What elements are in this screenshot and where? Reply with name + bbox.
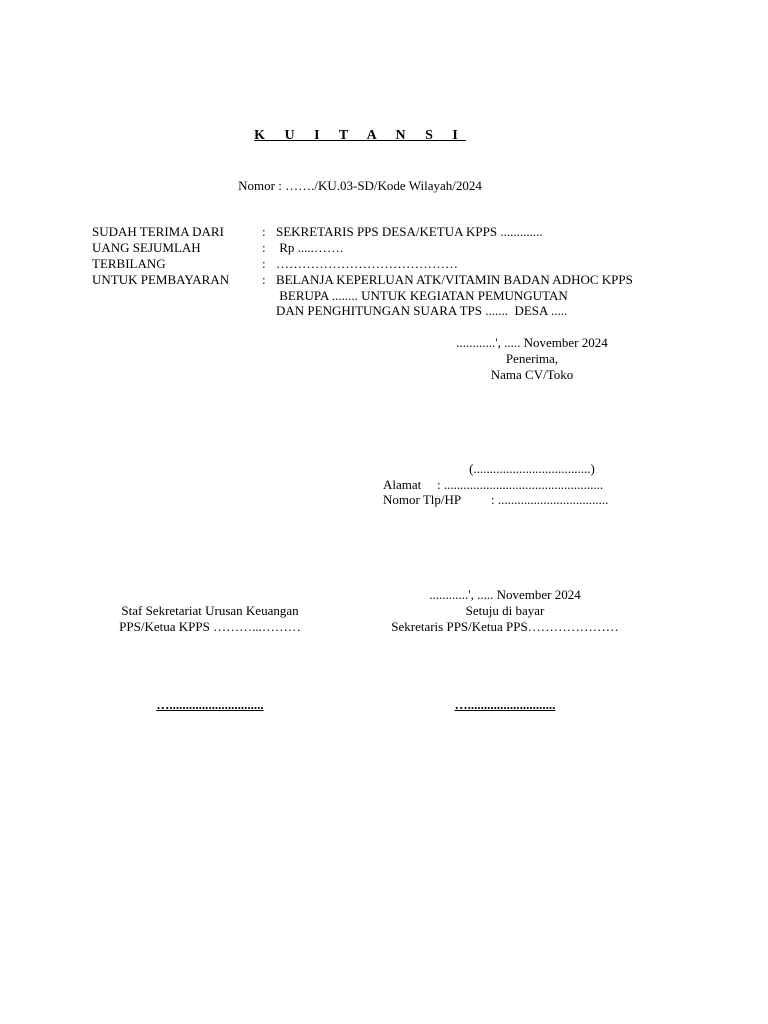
approver-date: ............', ..... November 2024 [429, 587, 581, 602]
field-colon: : [262, 240, 266, 255]
staff-title: Staf Sekretariat Urusan Keuangan [121, 603, 299, 618]
field-label-amount: UANG SEJUMLAH [92, 240, 201, 255]
receiver-signature-blank: (....................................) [469, 461, 595, 476]
approver-signature-line: …........................... [454, 697, 556, 712]
approver-approval: Setuju di bayar [465, 603, 545, 618]
purpose-continuation-line: BERUPA ........ UNTUK KEGIATAN PEMUNGUTAN [276, 288, 568, 303]
field-label-received-from: SUDAH TERIMA DARI [92, 224, 224, 239]
address-value: : ................................................. [437, 477, 604, 492]
phone-value: : .................................. [491, 492, 609, 507]
approver-title: Sekretaris PPS/Ketua PPS………………… [391, 619, 619, 634]
document-title: K U I T A N S I [254, 128, 466, 143]
field-label-in-words: TERBILANG [92, 256, 166, 271]
receiver-date: ............', ..... November 2024 [456, 335, 608, 350]
staff-title-line2: PPS/Ketua KPPS ………...……… [119, 619, 301, 634]
phone-label: Nomor Tlp/HP [383, 492, 462, 507]
field-value-in-words: …………………………………… [276, 256, 458, 271]
field-value-purpose: BELANJA KEPERLUAN ATK/VITAMIN BADAN ADHOC KPPS [276, 272, 633, 287]
document-number: Nomor : ……./KU.03-SD/Kode Wilayah/2024 [238, 178, 482, 193]
staff-signature-line: …............................. [156, 697, 264, 712]
field-value-amount: Rp .....……. [276, 240, 344, 255]
field-colon: : [262, 256, 266, 271]
field-colon: : [262, 272, 266, 287]
purpose-continuation-line: DAN PENGHITUNGAN SUARA TPS ....... DESA ..... [276, 303, 568, 318]
field-value-received-from: SEKRETARIS PPS DESA/KETUA KPPS ............. [276, 224, 543, 239]
receiver-role: Penerima, [505, 351, 559, 366]
field-label-purpose: UNTUK PEMBAYARAN [92, 272, 230, 287]
receiver-name: Nama CV/Toko [490, 367, 574, 382]
address-label: Alamat [383, 477, 422, 492]
field-colon: : [262, 224, 266, 239]
